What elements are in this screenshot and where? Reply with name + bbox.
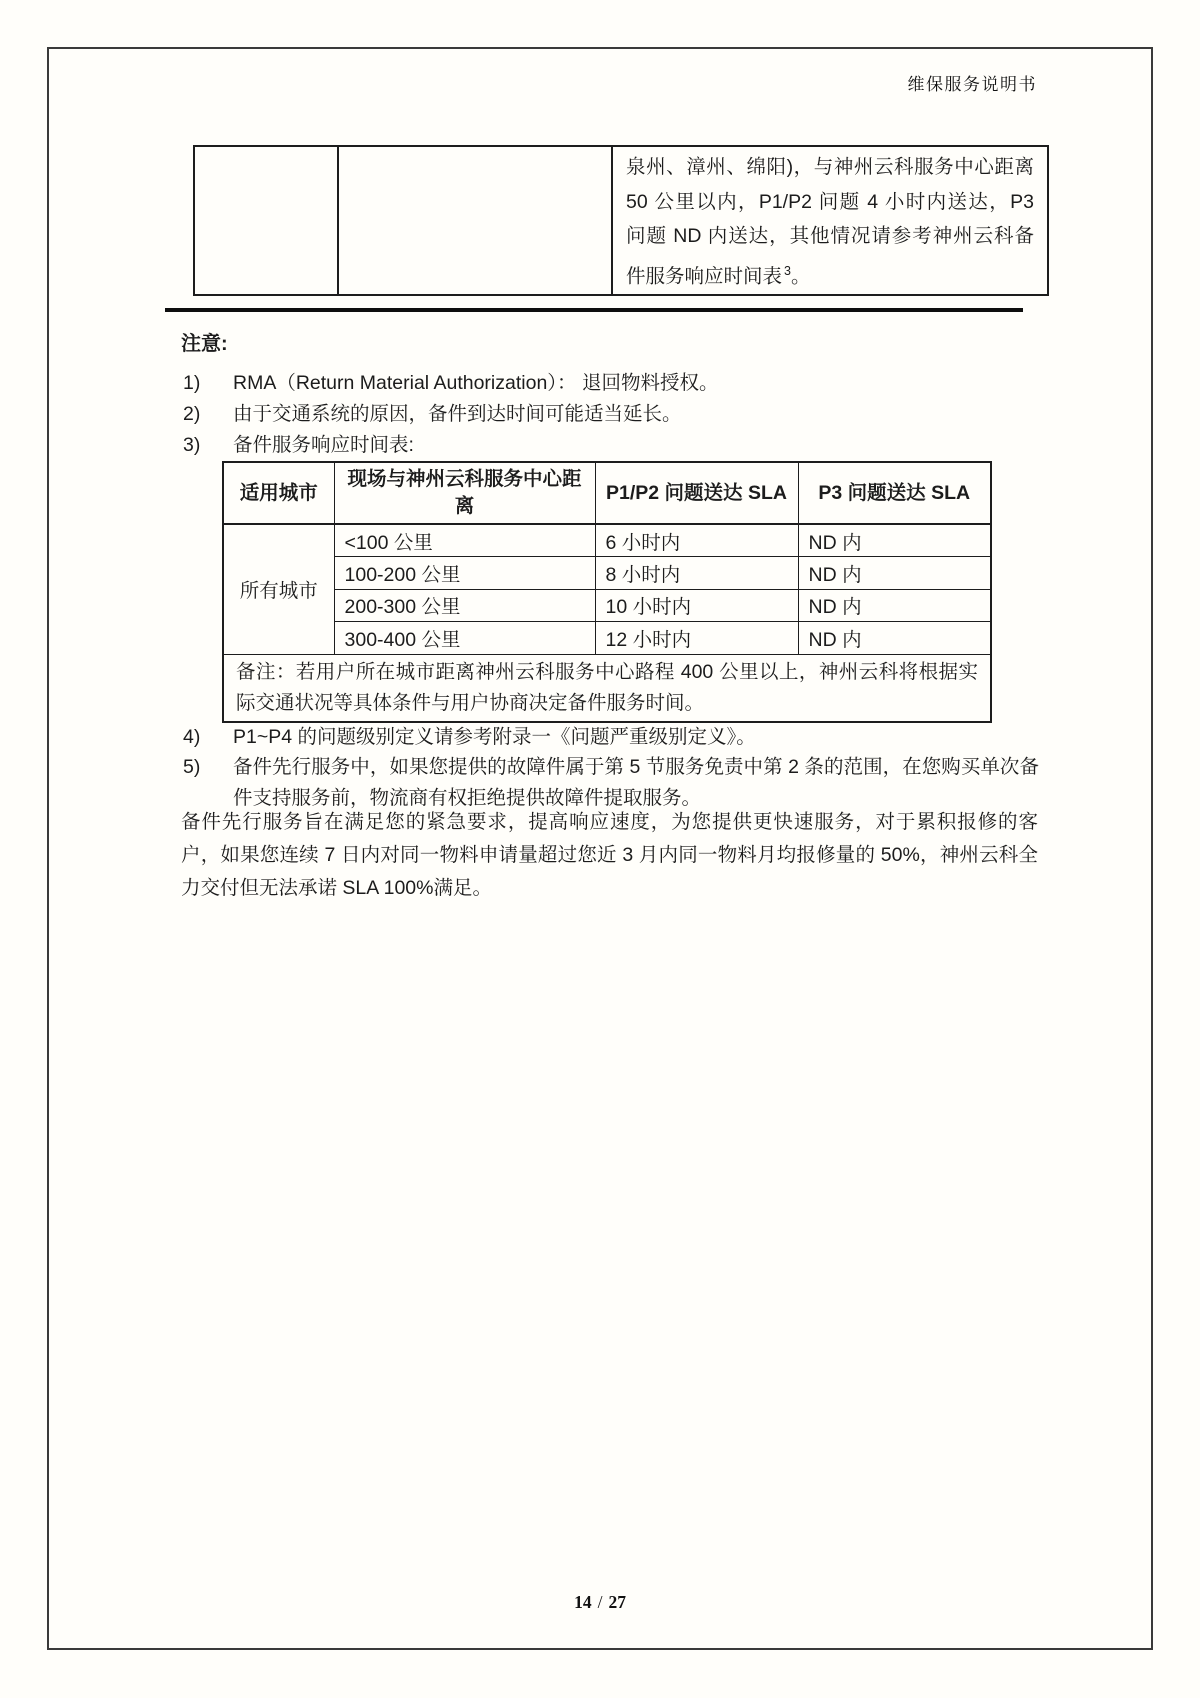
note-item-5: [183, 752, 1039, 814]
table-row: [194, 146, 1048, 295]
note-item-text: 备件服务响应时间表:: [233, 434, 414, 456]
sla-header-distance: 现场与神州云科服务中心距离: [334, 462, 595, 524]
note-item-number: 2): [183, 403, 201, 425]
page-number-separator: /: [597, 1592, 603, 1612]
sla-row: [223, 557, 991, 590]
sla-header-p12: P1/P2 问题送达 SLA: [595, 462, 798, 524]
sla-distance-cell: <100 公里: [334, 524, 595, 557]
running-header-title: 维保服务说明书: [907, 75, 1037, 94]
sla-p3-cell: ND 内: [798, 557, 991, 590]
sentence-end: 。: [790, 265, 811, 287]
note-item-3: [183, 430, 1039, 461]
page-footer: [0, 1592, 1200, 1613]
note-item-text: P1~P4 的问题级别定义请参考附录一《问题严重级别定义》。: [233, 726, 756, 748]
sla-p3-cell: ND 内: [798, 524, 991, 557]
note-item-number: 4): [183, 726, 201, 748]
sla-p3-cell: ND 内: [798, 622, 991, 655]
note-item-number: 1): [183, 372, 201, 394]
sla-response-time-table: [222, 461, 992, 723]
sla-header-city: 适用城市: [223, 462, 334, 524]
page-number-current: 14: [574, 1592, 592, 1612]
note-item-text: 备件先行服务中，如果您提供的故障件属于第 5 节服务免责中第 2 条的范围，在您购买单次备件支持服务前，物流商有权拒绝提供故障件提取服务。: [233, 756, 1039, 809]
sla-city-group-cell: 所有城市: [223, 524, 334, 654]
sla-header-row: [223, 462, 991, 524]
page-number-total: 27: [608, 1592, 626, 1612]
notes-heading: 注意:: [181, 333, 228, 355]
closing-paragraph: 备件先行服务旨在满足您的紧急要求，提高响应速度，为您提供更快速服务，对于累积报修的客户，如果您连续 7 日内对同一物料申请量超过您近 3 月内同一物料月均报修量的 50%，神州云科全力交付但无法承诺 SLA 100%满足。: [181, 811, 1038, 899]
empty-cell: [194, 146, 338, 295]
sla-header-p3: P3 问题送达 SLA: [798, 462, 991, 524]
sla-row: [223, 589, 991, 622]
note-item-2: [183, 399, 1039, 430]
delivery-terms-text: 泉州、漳州、绵阳)，与神州云科服务中心距离 50 公里以内，P1/P2 问题 4 小时内送达，P3 问题 ND 内送达，其他情况请参考神州云科备件服务响应时间表: [626, 156, 1034, 287]
sla-distance-cell: 200-300 公里: [334, 589, 595, 622]
sla-p12-cell: 8 小时内: [595, 557, 798, 590]
note-item-number: 5): [183, 756, 201, 778]
continued-table-fragment: [193, 145, 1049, 296]
note-item-text: 由于交通系统的原因，备件到达时间可能适当延长。: [233, 403, 682, 425]
note-item-text: RMA（Return Material Authorization）： 退回物料授权。: [233, 372, 719, 394]
sla-p12-cell: 10 小时内: [595, 589, 798, 622]
note-item-1: [183, 368, 1039, 399]
sla-p3-cell: ND 内: [798, 589, 991, 622]
sla-p12-cell: 6 小时内: [595, 524, 798, 557]
sla-distance-cell: 100-200 公里: [334, 557, 595, 590]
section-divider-rule: [165, 308, 1023, 312]
sla-row: [223, 524, 991, 557]
note-item-number: 3): [183, 434, 201, 456]
footnote-superscript: 3: [784, 263, 791, 278]
sla-p12-cell: 12 小时内: [595, 622, 798, 655]
sla-distance-cell: 300-400 公里: [334, 622, 595, 655]
sla-note-row: [223, 654, 991, 722]
note-item-4: [183, 722, 1039, 753]
delivery-terms-cell: [612, 146, 1048, 295]
sla-row: [223, 622, 991, 655]
sla-note-text: 备注：若用户所在城市距离神州云科服务中心路程 400 公里以上，神州云科将根据实际交通状况等具体条件与用户协商决定备件服务时间。: [223, 654, 991, 722]
empty-cell: [338, 146, 612, 295]
